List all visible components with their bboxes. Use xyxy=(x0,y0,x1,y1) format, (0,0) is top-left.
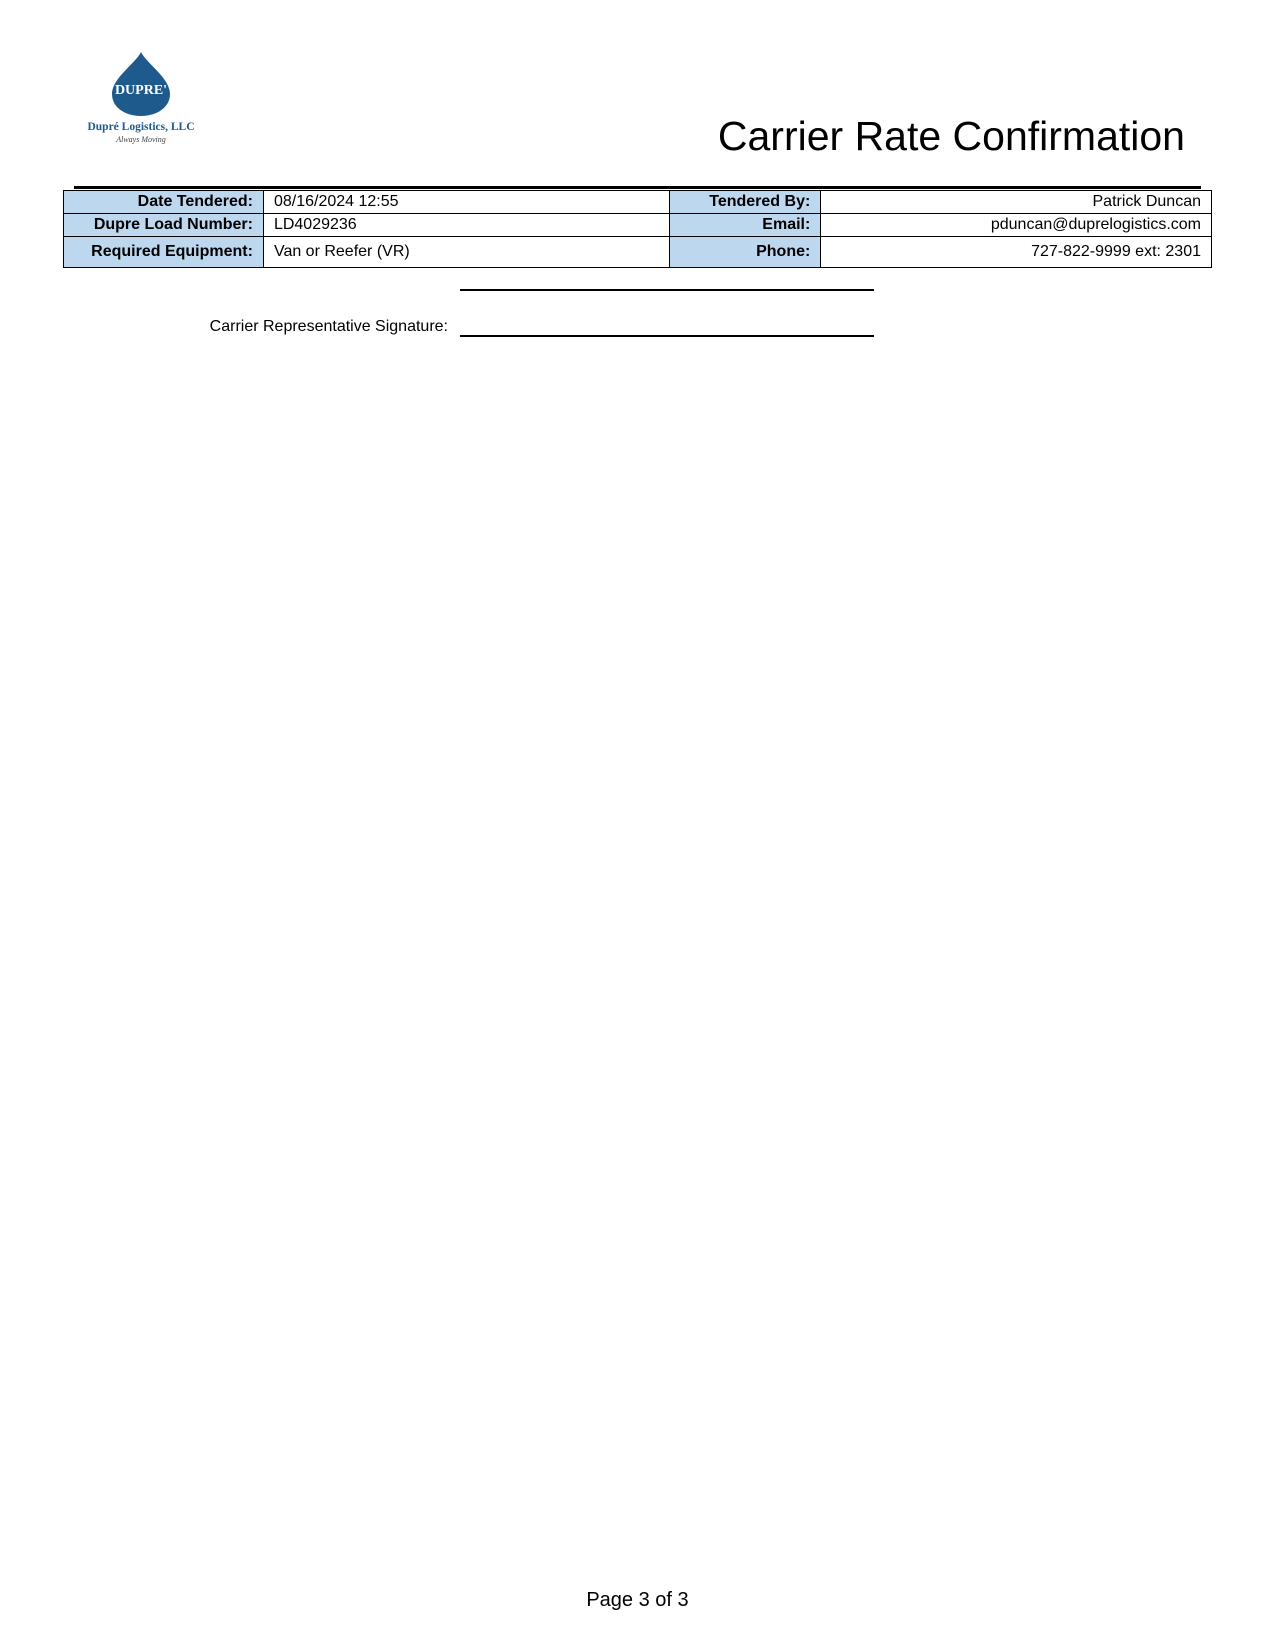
phone-label: Phone: xyxy=(670,237,821,268)
title-divider xyxy=(74,186,1201,189)
tendered-by-value: Patrick Duncan xyxy=(821,191,1212,214)
document-title: Carrier Rate Confirmation xyxy=(717,113,1185,159)
phone-value: 727-822-9999 ext: 2301 xyxy=(821,237,1212,268)
signature-line[interactable] xyxy=(460,335,874,337)
signature-label: Carrier Representative Signature: xyxy=(209,318,448,335)
svg-text:Always Moving: Always Moving xyxy=(116,135,166,144)
table-row xyxy=(64,191,1212,214)
load-number-value: LD4029236 xyxy=(263,214,669,237)
signature-rule-top xyxy=(460,289,874,291)
tender-info-table xyxy=(63,190,1212,268)
table-row xyxy=(64,237,1212,268)
date-tendered-label: Date Tendered: xyxy=(64,191,264,214)
table-row xyxy=(64,214,1212,237)
email-label: Email: xyxy=(670,214,821,237)
email-value: pduncan@duprelogistics.com xyxy=(821,214,1212,237)
page-number: Page 3 of 3 xyxy=(586,1589,689,1611)
load-number-label: Dupre Load Number: xyxy=(64,214,264,237)
company-logo xyxy=(82,50,200,146)
svg-text:Dupré Logistics, LLC: Dupré Logistics, LLC xyxy=(87,121,195,133)
equipment-value: Van or Reefer (VR) xyxy=(263,237,669,268)
date-tendered-value: 08/16/2024 12:55 xyxy=(263,191,669,214)
equipment-label: Required Equipment: xyxy=(64,237,264,268)
tendered-by-label: Tendered By: xyxy=(670,191,821,214)
svg-text:DUPRE': DUPRE' xyxy=(114,83,168,98)
